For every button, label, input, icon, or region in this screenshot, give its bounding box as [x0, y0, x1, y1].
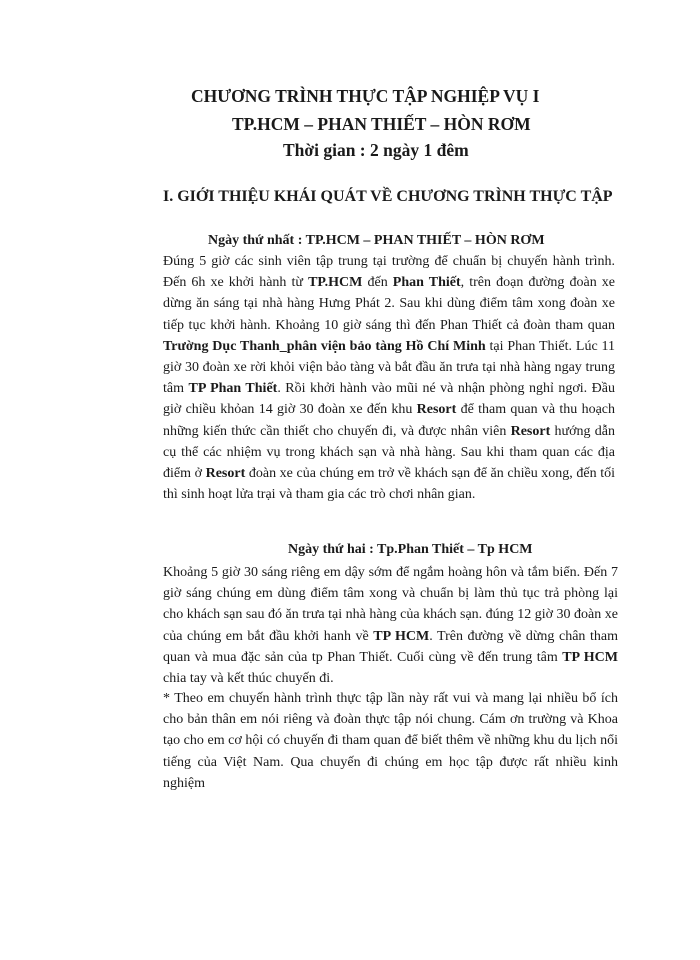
document-title-line-1: CHƯƠNG TRÌNH THỰC TẬP NGHIỆP VỤ I [191, 86, 540, 106]
conclusion-note: * Theo em chuyến hành trình thực tập lần này rất vui và mang lại nhiều bổ ích cho bản thân em nói riêng và đoàn thực tập nói chung. Cám ơn trường và Khoa tạo cho em cơ hội có chuyến đi tham quan để biết thêm về những khu du lịch nổi tiếng của Việt Nam. Qua chuyến đi chúng em học tập được rất nhiều kinh nghiệm [163, 691, 618, 791]
document-duration: Thời gian : 2 ngày 1 đêm [283, 140, 469, 160]
day2-paragraph: Khoảng 5 giờ 30 sáng riêng em dậy sớm để ngắm hoàng hôn và tắm biển. Đến 7 giờ sáng chúng em dùng điểm tâm xong và chuẩn bị làm thủ tục trả phòng lại cho khách sạn sau đó ăn trưa tại nhà hàng của khách sạn. đúng 12 giờ 30 đoàn xe của chúng em bắt đầu khởi hanh về TP HCM. Trên đường về dừng chân tham quan và mua đặc sản của tp Phan Thiết. Cuối cùng về đến trung tâm TP HCM chia tay và kết thúc chuyến đi. [163, 565, 618, 687]
section-heading: I. GIỚI THIỆU KHÁI QUÁT VỀ CHƯƠNG TRÌNH THỰC TẬP [163, 188, 613, 205]
day2-heading: Ngày thứ hai : Tp.Phan Thiết – Tp HCM [288, 542, 533, 557]
day1-heading: Ngày thứ nhất : TP.HCM – PHAN THIẾT – HÒN RƠM [208, 233, 545, 248]
day1-paragraph: Đúng 5 giờ các sinh viên tập trung tại trường để chuẩn bị chuyến hành trình. Đến 6h xe khởi hành từ TP.HCM đến Phan Thiết, trên đoạn đường đoàn xe dừng ăn sáng tại nhà hàng Hưng Phát 2. Sau khi dùng điểm tâm xong đoàn xe tiếp tục khởi hành. Khoảng 10 giờ sáng thì đến Phan Thiết cả đoàn tham quan Trường Dục Thanh_phân viện bảo tàng Hồ Chí Minh tại Phan Thiết. Lúc 11 giờ 30 đoàn xe rời khỏi viện bảo tàng và bắt đầu ăn trưa tại nhà hàng ngay trung tâm TP Phan Thiết. Rồi khởi hành vào mũi né và nhận phòng nghỉ ngơi. Đầu giờ chiều khỏan 14 giờ 30 đoàn xe đến khu Resort để tham quan và thu hoạch những kiến thức cần thiết cho chuyến đi, và được nhân viên Resort hướng dẫn cụ thể các nhiệm vụ trong khách sạn và nhà hàng. Sau khi tham quan các địa điểm ở Resort đoàn xe của chúng em trở về khách sạn để ăn chiều xong, đến tối thì sinh hoạt lửa trại và tham gia các trò chơi nhân gian. [163, 254, 616, 503]
document-title-line-2: TP.HCM – PHAN THIẾT – HÒN RƠM [232, 114, 531, 134]
